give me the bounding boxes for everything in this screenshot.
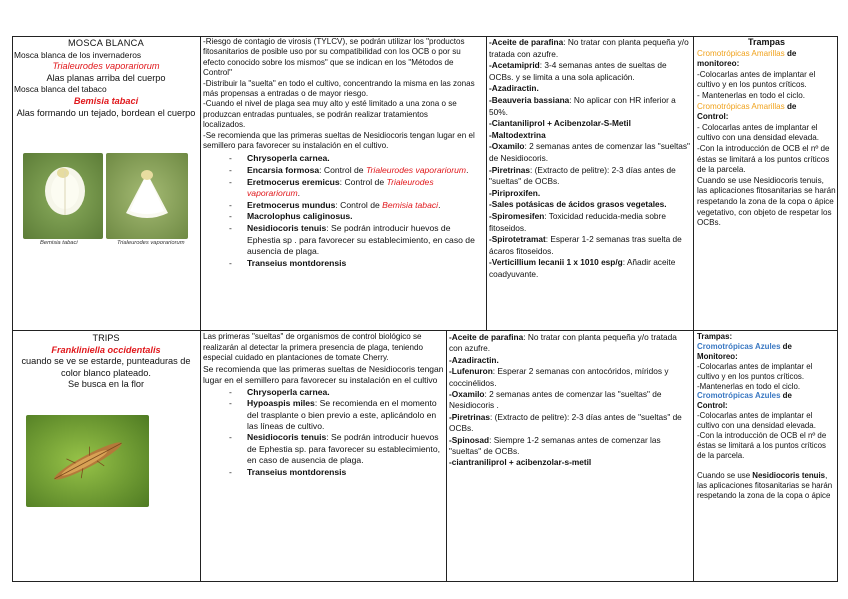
bemisia-tabaci-photo bbox=[23, 153, 103, 239]
phytosanitary-products-trips bbox=[449, 332, 692, 580]
frankliniella-occidentalis-photo bbox=[26, 415, 149, 507]
pest-cell-trips bbox=[14, 333, 198, 403]
species-name: Trialeurodes vaporariorum bbox=[52, 61, 160, 72]
trap-note: - Mantenerlas en todo el ciclo. bbox=[697, 90, 805, 100]
trap-note: -Con la introducción de OCB el nº de éstas se limitará a los puntos críticos de la parcela. bbox=[697, 431, 827, 460]
control-item: - Encarsia formosa: Control de Trialeurodes vaporariorum. bbox=[203, 165, 484, 177]
product-item: -Piretrinas: (Extracto de pelitre): 2-3 días antes de "sueltas" de OCBs. bbox=[489, 164, 676, 187]
trap-purpose: monitoreo: bbox=[697, 59, 740, 69]
biological-control-trips bbox=[203, 332, 444, 580]
traps-trips bbox=[697, 332, 836, 580]
control-item: - Chrysoperla carnea. bbox=[203, 153, 484, 165]
control-item: - Transeius montdorensis bbox=[203, 258, 484, 270]
biological-control-mosca-blanca bbox=[203, 37, 484, 329]
product-item: -Maltodextrina bbox=[489, 129, 546, 140]
trap-note: -Mantenerlas en todo el ciclo. bbox=[697, 381, 801, 391]
trap-note: -Colocarlas antes de implantar el cultivo y en los puntos críticos. bbox=[697, 361, 813, 381]
trap-type: Cromotrópicas Amarillas de bbox=[697, 101, 797, 111]
trap-type: Cromotrópicas Amarillas de bbox=[697, 48, 797, 58]
product-item: -Spiromesifen: Toxicidad reducida-media sobre fitoseidos. bbox=[489, 210, 666, 233]
pest-cell-mosca-blanca bbox=[14, 38, 198, 150]
col-divider-2-row2 bbox=[446, 330, 447, 582]
product-item: -Sales potásicas de ácidos grasos vegetales. bbox=[489, 199, 667, 210]
pest-description: Se busca en la flor bbox=[67, 379, 145, 390]
pest-description: Alas planas arriba del cuerpo bbox=[46, 72, 166, 83]
control-paragraph: Se recomienda que las primeras sueltas de Nesidiocoris tengan lugar en el semillero para favorecer su instalación en el cultivo bbox=[203, 363, 444, 385]
traps-title: Trampas bbox=[747, 37, 786, 47]
row-divider bbox=[12, 330, 838, 331]
control-paragraph: Las primeras "sueltas" de organismos de control biológico se realizarán al detectar la primera presencia de plaga, teniendo especial cuidado en plantaciones de tomate Cherry. bbox=[203, 332, 424, 363]
product-item: -Lufenuron: Esperar 2 semanas con antocóridos, míridos y coccinélidos. bbox=[449, 366, 669, 388]
product-item: -Azadiractin. bbox=[449, 354, 499, 365]
trap-note: -Colocarlas antes de implantar el cultivo con una densidad elevada. bbox=[697, 411, 816, 431]
pest-line: Mosca blanca del tabaco bbox=[14, 84, 107, 95]
traps-mosca-blanca bbox=[697, 37, 836, 329]
photo-caption: Bemisia tabaci bbox=[40, 240, 78, 246]
product-item: -Aceite de parafina: No tratar con planta pequeña y/o tratada con azufre. bbox=[489, 37, 689, 59]
product-item: -Piretrinas: (Extracto de pelitre): 2-3 días antes de "sueltas" de OCBs. bbox=[449, 411, 682, 434]
control-paragraph: localizados. bbox=[203, 120, 246, 130]
col-divider-3 bbox=[693, 36, 694, 582]
control-item: - Eretmocerus eremicus: Control de Trialeurodes vaporariorum. bbox=[203, 177, 484, 200]
pest-line: Mosca blanca de los invernaderos bbox=[14, 49, 142, 60]
trap-type: Cromotrópicas Azules de bbox=[697, 391, 792, 401]
product-item: -Azadiractin. bbox=[489, 83, 539, 94]
product-item: -Oxamilo: 2 semanas antes de comenzar las "sueltas" de Nesidiocoris . bbox=[449, 389, 662, 411]
trap-purpose: Monitoreo: bbox=[697, 351, 738, 361]
control-paragraph: -Distribuir la "suelta" en todo el cultivo, concentrando la misma en las zonas más propensas a entradas o de mayor riesgo. bbox=[203, 78, 475, 99]
pest-description: cuando se ve se estarde, punteaduras de color blanco plateado. bbox=[21, 356, 191, 378]
control-item: - Hypoaspis miles: Se recomienda en el momento del trasplante o bien previo a este, aplicándolo en las líneas de cultivo. bbox=[203, 398, 444, 432]
pest-title: MOSCA BLANCA bbox=[67, 38, 145, 48]
control-item: - Macrolophus caliginosus. bbox=[203, 211, 484, 223]
control-item: - Nesidiocoris tenuis: Se podrán introducir huevos de Ephestia sp. para favorecer su establecimiento, en caso de ausencia de plaga. bbox=[203, 432, 444, 466]
control-item: - Nesidiocoris tenuis: Se podrán introducir huevos de Ephestia sp . para favorecer su establecimiento, en caso de ausencia de plaga. bbox=[203, 223, 484, 258]
species-name: Frankliniella occidentalis bbox=[51, 344, 161, 355]
phytosanitary-products-mosca-blanca bbox=[489, 37, 692, 329]
pest-description: Alas formando un tejado, bordean el cuerpo bbox=[16, 107, 196, 118]
traps-title: Trampas: bbox=[697, 332, 733, 341]
control-paragraph: -Riesgo de contagio de virosis (TYLCV), se podrán utilizar los "productos fitosanitarios de posible uso por su compatibilidad con los OCB o por su efecto conocido sobre los mismos" que se indican en los "Métodos de Control" bbox=[203, 37, 465, 78]
control-paragraph: -Se recomienda que las primeras sueltas de Nesidiocoris tengan lugar en el semillero para favorecer su instalación en el cultivo. bbox=[203, 130, 475, 151]
product-item: -ciantraniliprol + acibenzolar-s-metil bbox=[449, 457, 592, 468]
product-item: -Acetamiprid: 3-4 semanas antes de sueltas de OCBs. y se limita a una sola aplicación. bbox=[489, 60, 667, 82]
photo-caption: Trialeurodes vaporariorum bbox=[117, 240, 185, 246]
trap-note: -Colocarlas antes de implantar el cultivo y en los puntos críticos. bbox=[697, 69, 816, 90]
product-item: -Aceite de parafina: No tratar con planta pequeña y/o tratada con azufre. bbox=[449, 332, 677, 354]
product-item: -Beauveria bassiana: No aplicar con HR inferior a 50%. bbox=[489, 94, 676, 117]
col-divider-2-row1 bbox=[486, 36, 487, 330]
control-item: - Transeius montdorensis bbox=[203, 467, 444, 478]
product-item: -Spinosad: Siempre 1-2 semanas antes de comenzar las "sueltas" de OCBs. bbox=[449, 434, 661, 457]
control-paragraph: -Cuando el nivel de plaga sea muy alto y esté limitado a una zona o se produzcan entradas puntuales, se podrán realizar tratamientos bbox=[203, 99, 457, 119]
control-item: - Chrysoperla carnea. bbox=[203, 387, 444, 398]
trap-note: - Colocarlas antes de implantar el cultivo con una densidad elevada. bbox=[697, 122, 819, 143]
product-item: -Piriproxifen. bbox=[489, 187, 541, 198]
product-item: -Oxamilo: 2 semanas antes de comenzar las "sueltas" de Nesidiocoris. bbox=[489, 141, 690, 163]
species-name: Bemisia tabaci bbox=[73, 95, 139, 106]
product-item: -Verticillium lecanii 1 x 1010 esp/g: Añadir aceite coadyuvante. bbox=[489, 257, 676, 279]
trap-purpose: Control: bbox=[697, 112, 729, 122]
pest-title: TRIPS bbox=[92, 333, 120, 343]
control-item: - Eretmocerus mundus: Control de Bemisia tabaci. bbox=[203, 200, 484, 212]
trap-type: Cromotrópicas Azules de bbox=[697, 341, 792, 351]
trap-purpose: Control: bbox=[697, 401, 728, 411]
trap-note: -Con la introducción de OCB el nº de éstas se limitará a los puntos críticos de la parcela. bbox=[697, 143, 830, 175]
product-item: -Ciantaniliprol + Acibenzolar-S-Metil bbox=[489, 118, 631, 129]
trap-note: Cuando se use Nesidiocoris tenuis, las aplicaciones fitosanitarias se harán respetando la zona de la copa o ápice vegetativo, con objeto de respetar los OCBs. bbox=[697, 175, 836, 228]
trialeurodes-vaporariorum-photo bbox=[106, 153, 188, 239]
product-item: -Spirotetramat: Esperar 1-2 semanas tras suelta de ácaros fitoseidos. bbox=[489, 234, 682, 256]
col-divider-1 bbox=[200, 36, 201, 582]
trap-note: Cuando se use Nesidiocoris tenuis, las aplicaciones fitosanitarias se harán respetando la zona de la copa o ápice bbox=[697, 470, 833, 500]
